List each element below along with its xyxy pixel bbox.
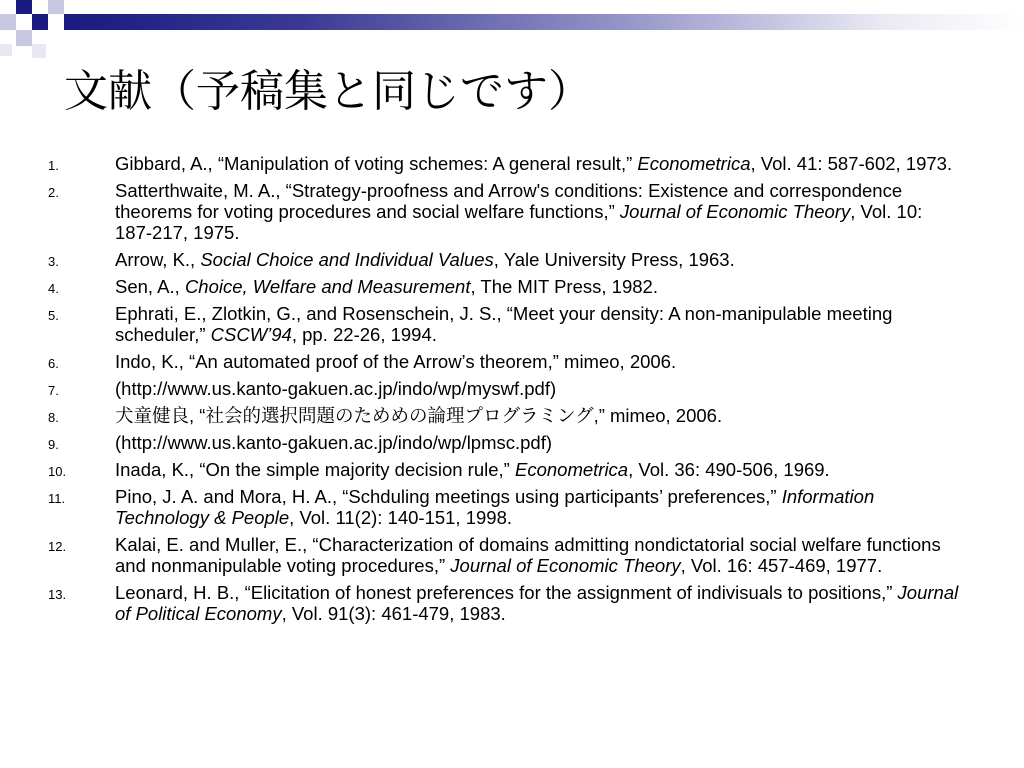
reference-number: 10. [48,464,67,479]
reference-text [115,534,964,576]
reference-item [0,249,1024,270]
reference-text [115,249,964,270]
decor-square [16,0,32,14]
ref-journal: Journal of Economic Theory [619,201,851,222]
reference-item [0,351,1024,372]
ref-part: (http://www.us.kanto-gakuen.ac.jp/indo/wp/myswf.pdf) [115,378,557,399]
reference-number: 2. [48,185,59,200]
ref-part: , The MIT Press, 1982. [470,276,658,297]
ref-part: 犬童健良, “社会的選択問題のためめの論理プログラミング,” mimeo, 2006. [115,405,723,426]
ref-part: Sen, A., [115,276,185,297]
reference-item [0,582,1024,624]
reference-number: 6. [48,356,59,371]
ref-part: Gibbard, A., “Manipulation of voting schemes: A general result,” [115,153,638,174]
ref-part: , Vol. 11(2): 140-151, 1998. [289,507,513,528]
reference-text [115,486,964,528]
reference-item [0,378,1024,399]
ref-journal: Choice, Welfare and Measurement [184,276,471,297]
ref-part: , Vol. 91(3): 461-479, 1983. [281,603,506,624]
reference-number: 12. [48,539,67,554]
ref-part: Ephrati, E., Zlotkin, G., and Rosenschein, J. S., “Meet your density: A non-manipulable meeting scheduler,” [115,303,893,345]
decor-square [32,44,46,58]
decor-square [0,44,12,56]
reference-number: 5. [48,308,59,323]
reference-number: 8. [48,410,59,425]
reference-number: 11. [48,491,66,506]
reference-item [0,432,1024,453]
reference-text [115,582,964,624]
ref-part: , pp. 22-26, 1994. [291,324,437,345]
decor-square [32,14,48,30]
ref-part: Arrow, K., [115,249,201,270]
ref-part: Leonard, H. B., “Elicitation of honest preferences for the assignment of indivisuals to positions,” [115,582,898,603]
ref-part: Kalai, E. and Muller, E., “Characterization of domains admitting nondictatorial social welfare functions and nonmanipulable voting procedures,” [115,534,941,576]
reference-item [0,180,1024,243]
reference-item [0,534,1024,576]
slide-title: 文献（予稿集と同じです） [64,66,592,117]
ref-journal: CSCW’94 [210,324,292,345]
decorative-squares [0,0,80,60]
ref-part: Satterthwaite, M. A., “Strategy-proofness and Arrow's conditions: Existence and correspondence theorems for voting procedures and social welfare functions,” [115,180,903,222]
reference-text [115,459,964,480]
ref-journal: Information Technology & People [115,486,875,528]
ref-journal: Social Choice and Individual Values [200,249,494,270]
ref-part: Indo, K., “An automated proof of the Arrow’s theorem,” mimeo, 2006. [115,351,677,372]
header-gradient-bar [64,14,1024,30]
reference-number: 9. [48,437,59,452]
ref-journal: Econometrica [637,153,751,174]
reference-text [115,276,964,297]
ref-part: (http://www.us.kanto-gakuen.ac.jp/indo/wp/lpmsc.pdf) [115,432,553,453]
reference-text [115,432,964,453]
reference-item [0,303,1024,345]
reference-number: 3. [48,254,59,269]
reference-list [0,153,1024,630]
reference-number: 1. [48,158,59,173]
reference-item [0,276,1024,297]
reference-item [0,153,1024,174]
ref-part: , Vol. 16: 457-469, 1977. [680,555,883,576]
decor-square [48,0,64,14]
reference-text [115,303,964,345]
ref-part: Inada, K., “On the simple majority decision rule,” [115,459,515,480]
ref-journal: Journal of Political Economy [115,582,959,624]
reference-item [0,459,1024,480]
reference-text [115,378,964,399]
reference-text [115,351,964,372]
reference-text [115,180,964,243]
decor-square [0,14,16,30]
ref-part: , Vol. 36: 490-506, 1969. [628,459,830,480]
ref-part: , Vol. 10: 187-217, 1975. [115,201,923,243]
ref-journal: Econometrica [514,459,629,480]
ref-part: Pino, J. A. and Mora, H. A., “Schduling meetings using participants’ preferences,” [115,486,782,507]
ref-journal: Journal of Economic Theory [450,555,681,576]
reference-text [115,153,964,174]
reference-number: 13. [48,587,67,602]
reference-text [115,405,964,426]
reference-number: 7. [48,383,59,398]
ref-part: , Yale University Press, 1963. [493,249,735,270]
decor-square [16,30,32,46]
reference-item [0,405,1024,426]
ref-part: , Vol. 41: 587-602, 1973. [750,153,953,174]
reference-number: 4. [48,281,59,296]
reference-item [0,486,1024,528]
